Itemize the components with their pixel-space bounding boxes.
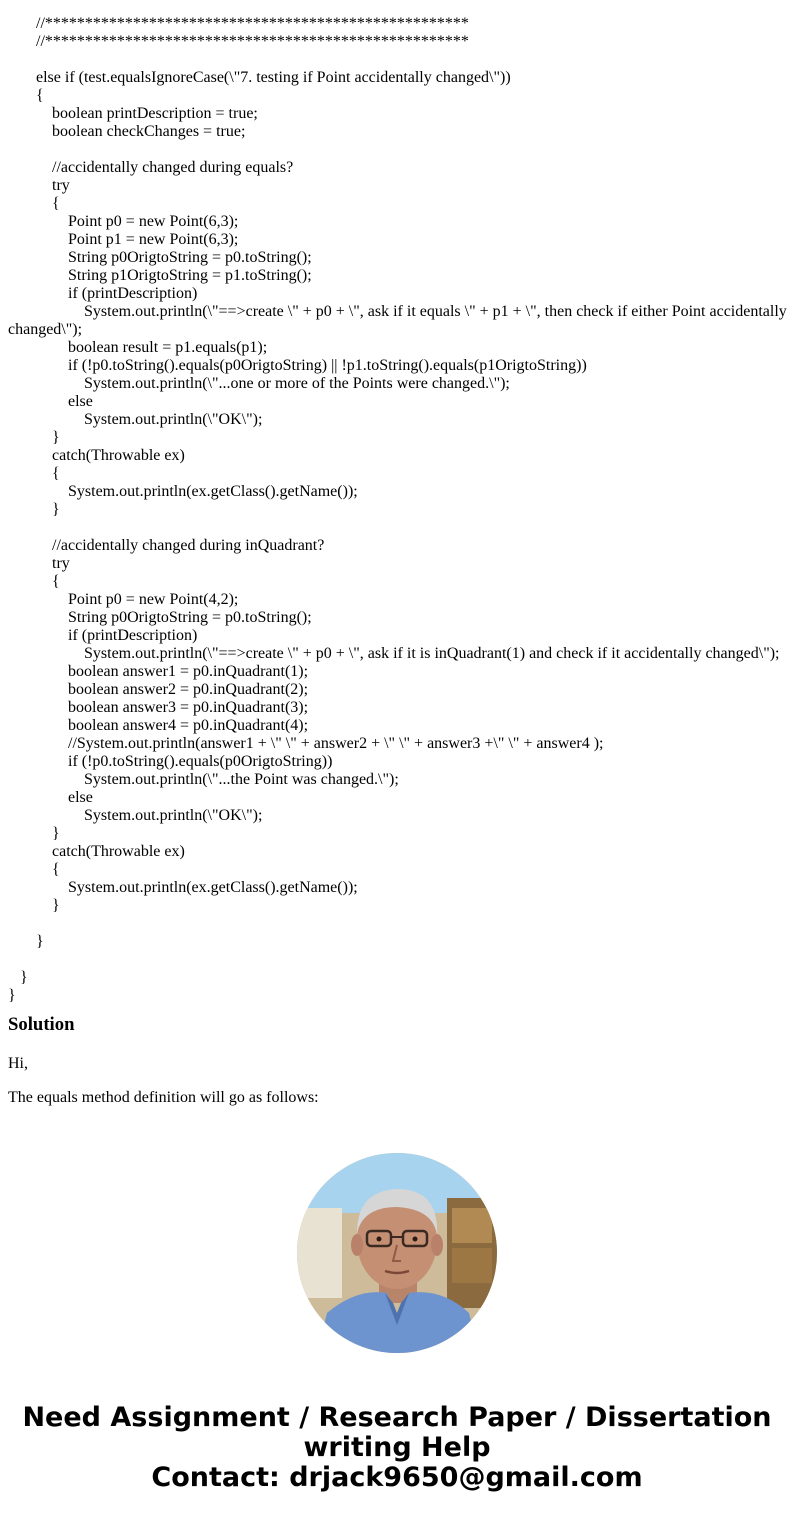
code-line: boolean printDescription = true; — [8, 105, 258, 122]
promo-contact: Contact: drjack9650@gmail.com — [151, 1462, 643, 1493]
code-line: if (printDescription) — [8, 285, 198, 302]
code-line: } — [8, 825, 60, 842]
code-line: catch(Throwable ex) — [8, 447, 185, 464]
code-line: //accidentally changed during equals? — [8, 159, 294, 176]
code-line — [8, 519, 794, 537]
code-line: { — [8, 465, 60, 482]
code-line: { — [8, 861, 60, 878]
promo-line-1: Need Assignment / Research Paper / Dissertation — [22, 1402, 772, 1433]
code-line: String p0OrigtoString = p0.toString(); — [8, 249, 312, 266]
code-line — [8, 141, 794, 159]
code-line: { — [8, 87, 44, 104]
code-line: if (!p0.toString().equals(p0OrigtoString)) — [8, 753, 333, 770]
code-line: } — [8, 969, 28, 986]
code-line: Point p0 = new Point(6,3); — [8, 213, 239, 230]
promo-banner — [0, 1403, 794, 1493]
code-line: } — [8, 501, 60, 518]
code-line: //***************************************************** — [8, 33, 469, 50]
code-line — [8, 951, 794, 969]
code-line: boolean answer4 = p0.inQuadrant(4); — [8, 717, 309, 734]
code-line: { — [8, 573, 60, 590]
intro-text: The equals method definition will go as follows: — [8, 1089, 319, 1106]
code-line — [8, 51, 794, 69]
code-line: System.out.println(ex.getClass().getName()); — [8, 879, 358, 896]
code-line: //***************************************************** — [8, 15, 469, 32]
code-line: } — [8, 429, 60, 446]
code-line: } — [8, 987, 16, 1004]
code-line: //accidentally changed during inQuadrant? — [8, 537, 325, 554]
code-line: { — [8, 195, 60, 212]
code-line: boolean answer2 = p0.inQuadrant(2); — [8, 681, 309, 698]
code-line: else — [8, 789, 93, 806]
code-line: boolean answer1 = p0.inQuadrant(1); — [8, 663, 309, 680]
author-photo — [297, 1153, 497, 1353]
code-line: System.out.println(\"OK\"); — [8, 807, 263, 824]
solution-heading: Solution — [8, 1014, 75, 1035]
code-line: boolean result = p1.equals(p1); — [8, 339, 268, 356]
code-line: } — [8, 897, 60, 914]
code-line: String p1OrigtoString = p1.toString(); — [8, 267, 312, 284]
code-line: } — [8, 933, 44, 950]
code-line: else — [8, 393, 93, 410]
author-portrait-image — [297, 1153, 497, 1353]
code-line: try — [8, 177, 70, 194]
code-line: catch(Throwable ex) — [8, 843, 185, 860]
code-line: boolean answer3 = p0.inQuadrant(3); — [8, 699, 309, 716]
promo-line-2: writing Help — [303, 1432, 491, 1463]
code-block — [8, 15, 794, 1005]
code-line: if (printDescription) — [8, 627, 198, 644]
code-line: Point p1 = new Point(6,3); — [8, 231, 239, 248]
code-line: String p0OrigtoString = p0.toString(); — [8, 609, 312, 626]
greeting-text: Hi, — [8, 1055, 28, 1072]
code-line: System.out.println(\"==>create \" + p0 + \", ask if it is inQuadrant(1) and check if it accidentally changed\"); — [8, 645, 780, 662]
code-line — [8, 915, 794, 933]
code-line: Point p0 = new Point(4,2); — [8, 591, 239, 608]
code-line: boolean checkChanges = true; — [8, 123, 246, 140]
code-line: try — [8, 555, 70, 572]
code-line: System.out.println(\"==>create \" + p0 + \", ask if it equals \" + p1 + \", then check if either Point accidentally changed\"); — [8, 303, 791, 338]
code-line: if (!p0.toString().equals(p0OrigtoString) || !p1.toString().equals(p1OrigtoString)) — [8, 357, 587, 374]
code-line: else if (test.equalsIgnoreCase(\"7. testing if Point accidentally changed\")) — [8, 69, 511, 86]
code-line: System.out.println(ex.getClass().getName()); — [8, 483, 358, 500]
code-line: System.out.println(\"OK\"); — [8, 411, 263, 428]
code-line: //System.out.println(answer1 + \" \" + answer2 + \" \" + answer3 +\" \" + answer4 ); — [8, 735, 604, 752]
code-line: System.out.println(\"...one or more of the Points were changed.\"); — [8, 375, 510, 392]
code-line: System.out.println(\"...the Point was changed.\"); — [8, 771, 399, 788]
